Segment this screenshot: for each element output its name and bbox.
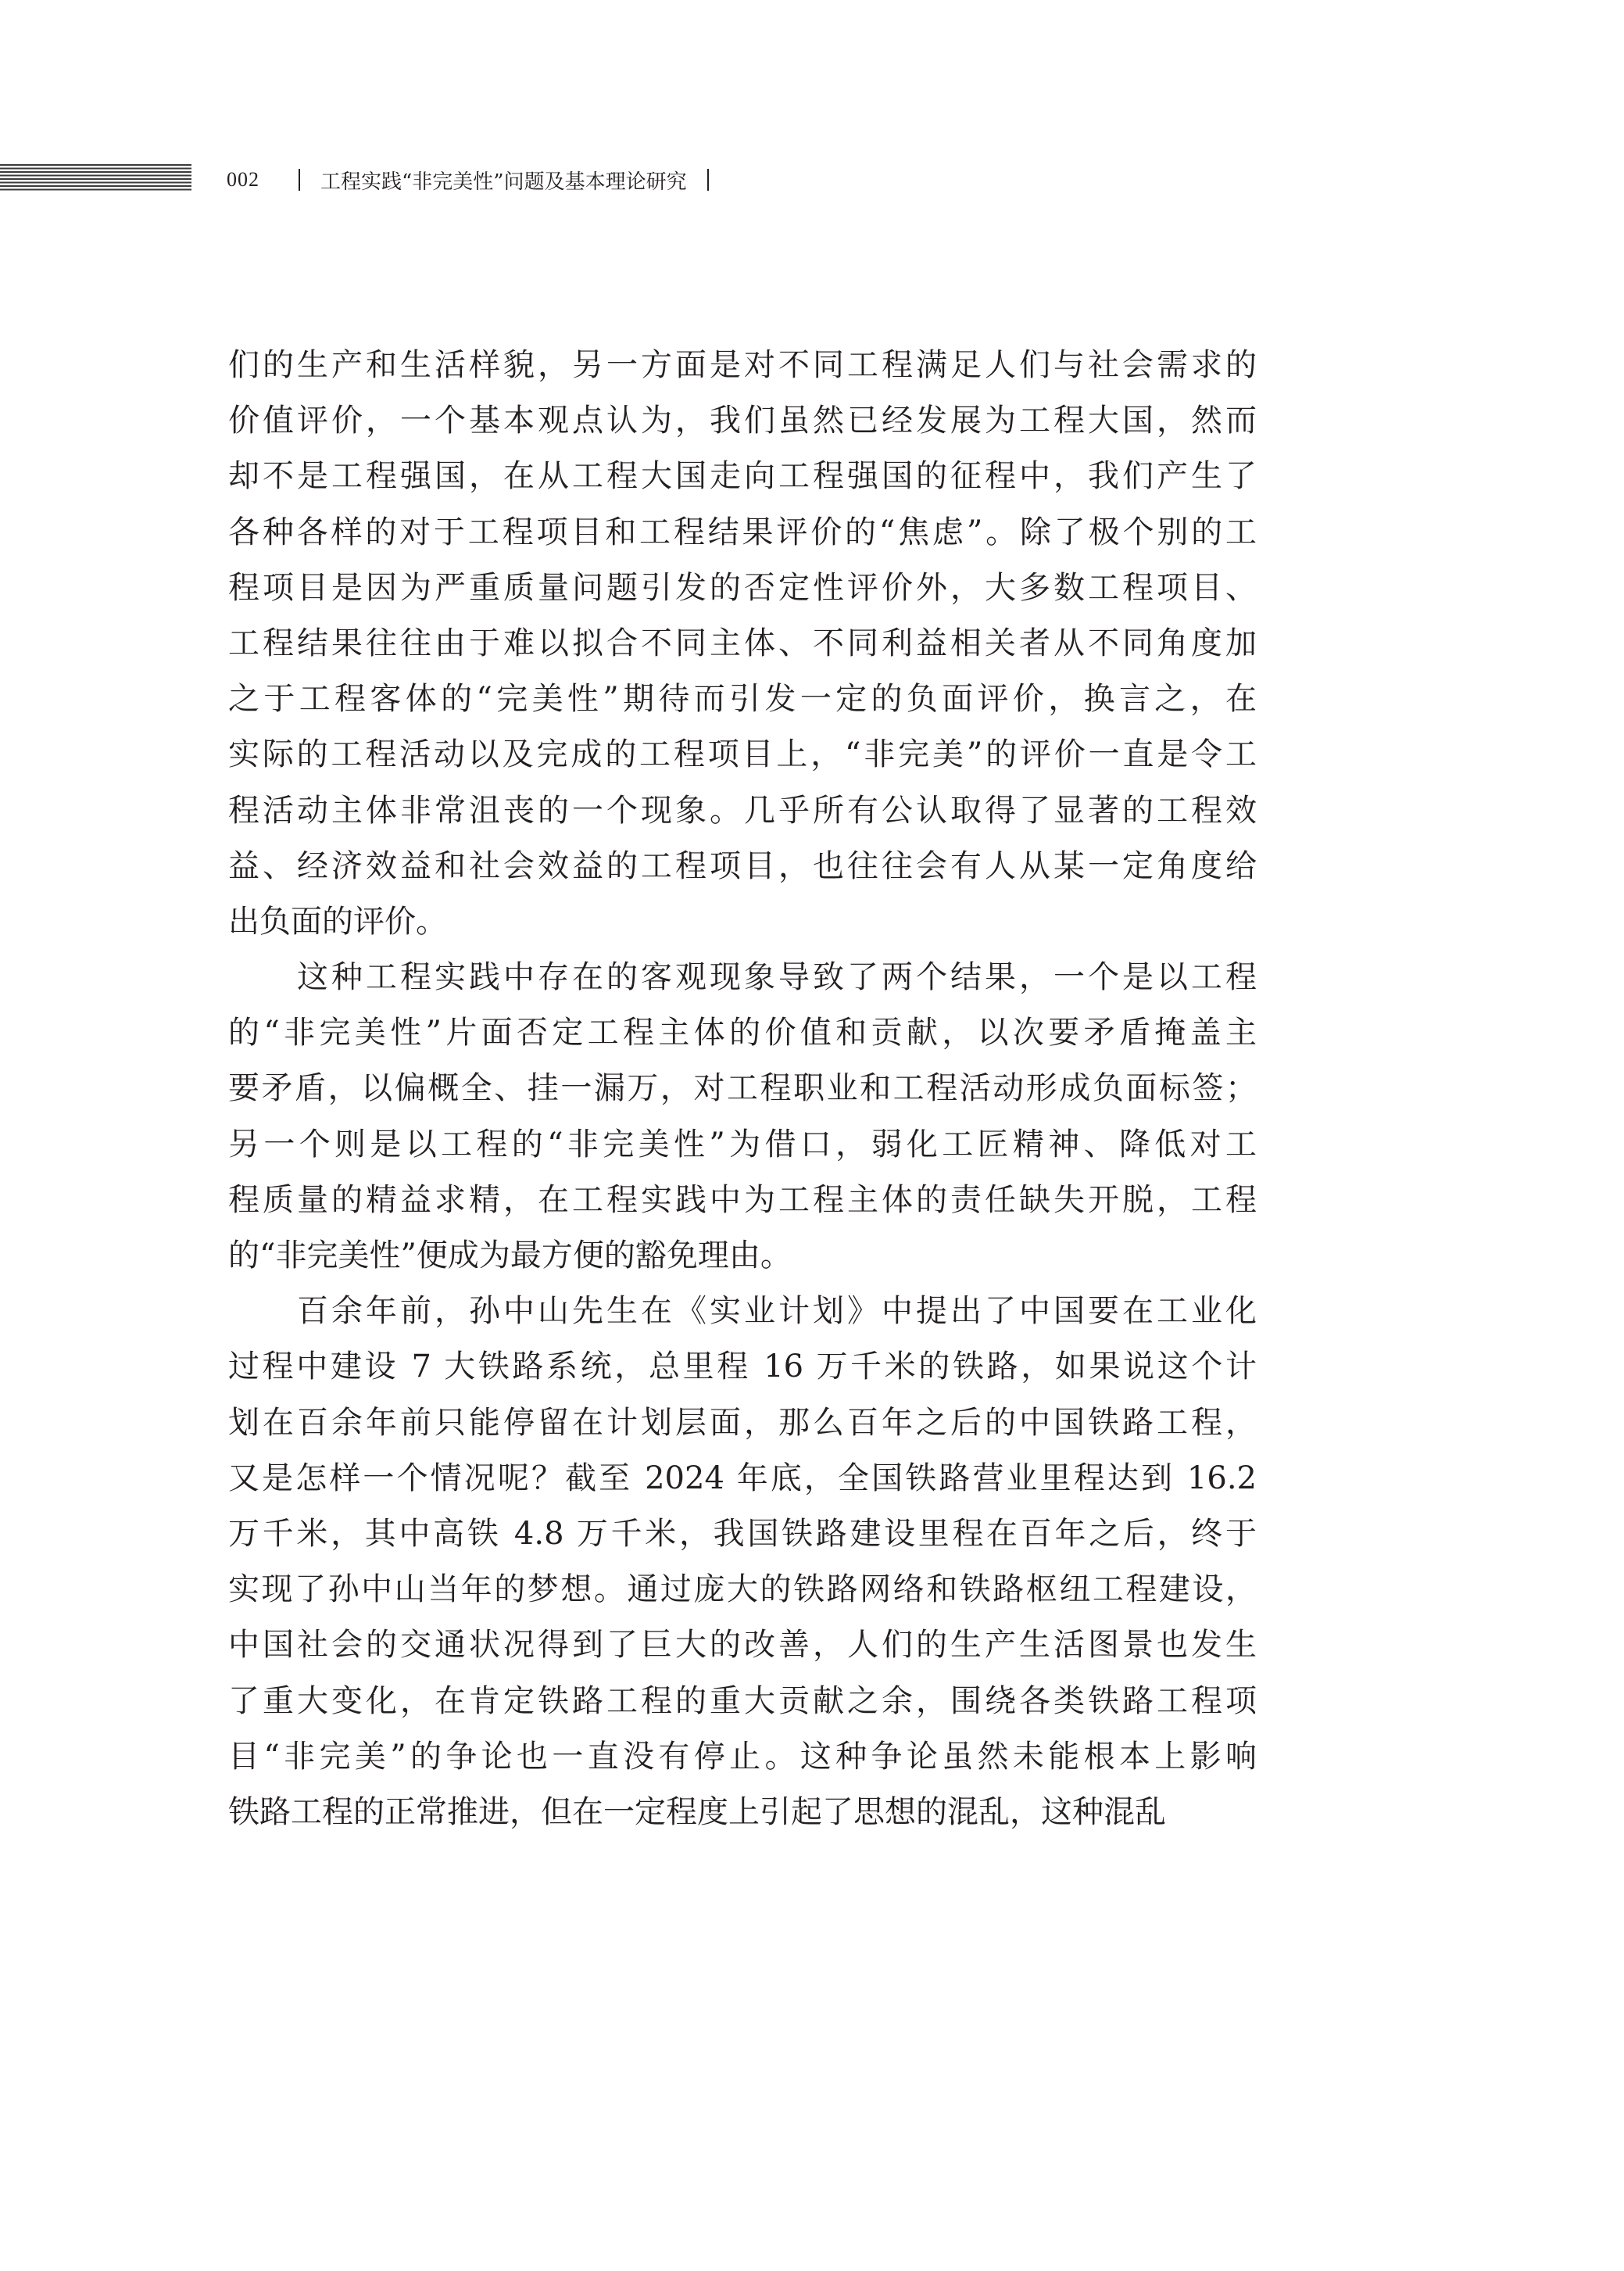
text-line: 目“非完美”的争论也一直没有停止。这种争论虽然未能根本上影响 xyxy=(228,1738,1257,1775)
text-line: 又是怎样一个情况呢？截至 2024 年底，全国铁路营业里程达到 16.2 xyxy=(228,1460,1257,1496)
text-line: 要矛盾，以偏概全、挂一漏万，对工程职业和工程活动形成负面标签； xyxy=(228,1070,1257,1107)
text-line: 中国社会的交通状况得到了巨大的改善，人们的生产生活图景也发生 xyxy=(228,1627,1257,1664)
text-line: 各种各样的对于工程项目和工程结果评价的“焦虑”。除了极个别的工 xyxy=(228,514,1257,550)
header-decorative-rule xyxy=(0,164,191,192)
paragraph xyxy=(228,1284,1257,1840)
text-line: 划在百余年前只能停留在计划层面，那么百年之后的中国铁路工程， xyxy=(228,1404,1257,1441)
text-line: 过程中建设 7 大铁路系统，总里程 16 万千米的铁路，如果说这个计 xyxy=(228,1349,1257,1385)
header-separator xyxy=(299,169,300,191)
text-line: 另一个则是以工程的“非完美性”为借口，弱化工匠精神、降低对工 xyxy=(228,1126,1257,1162)
text-line: 们的生产和生活样貌，另一方面是对不同工程满足人们与社会需求的 xyxy=(228,347,1257,383)
body-text xyxy=(228,338,1257,1840)
text-line: 万千米，其中高铁 4.8 万千米，我国铁路建设里程在百年之后，终于 xyxy=(228,1515,1257,1552)
page-number: 002 xyxy=(227,168,259,191)
text-line: 这种工程实践中存在的客观现象导致了两个结果，一个是以工程 xyxy=(297,959,1257,996)
text-line: 价值评价，一个基本观点认为，我们虽然已经发展为工程大国，然而 xyxy=(228,403,1257,439)
text-line: 却不是工程强国，在从工程大国走向工程强国的征程中，我们产生了 xyxy=(228,458,1257,495)
text-line: 铁路工程的正常推进，但在一定程度上引起了思想的混乱，这种混乱 xyxy=(228,1793,1166,1830)
text-line: 的“非完美性”片面否定工程主体的价值和贡献，以次要矛盾掩盖主 xyxy=(228,1015,1257,1051)
text-line: 出负面的评价。 xyxy=(228,903,447,940)
book-title: 工程实践“非完美性”问题及基本理论研究 xyxy=(320,170,687,194)
running-header xyxy=(227,163,709,197)
paragraph xyxy=(228,950,1257,1284)
text-line: 实现了孙中山当年的梦想。通过庞大的铁路网络和铁路枢纽工程建设， xyxy=(228,1571,1257,1608)
header-separator xyxy=(707,169,709,191)
text-line: 程项目是因为严重质量问题引发的否定性评价外，大多数工程项目、 xyxy=(228,569,1257,606)
text-line: 之于工程客体的“完美性”期待而引发一定的负面评价，换言之，在 xyxy=(228,681,1257,718)
text-line: 益、经济效益和社会效益的工程项目，也往往会有人从某一定角度给 xyxy=(228,847,1257,884)
text-line: 实际的工程活动以及完成的工程项目上，“非完美”的评价一直是令工 xyxy=(228,736,1257,773)
paragraph xyxy=(228,338,1257,950)
text-line: 工程结果往往由于难以拟合不同主体、不同利益相关者从不同角度加 xyxy=(228,625,1257,661)
text-line: 的“非完美性”便成为最方便的豁免理由。 xyxy=(228,1238,792,1273)
text-line: 程活动主体非常沮丧的一个现象。几乎所有公认取得了显著的工程效 xyxy=(228,792,1257,829)
text-line: 百余年前，孙中山先生在《实业计划》中提出了中国要在工业化 xyxy=(297,1293,1257,1330)
text-line: 了重大变化，在肯定铁路工程的重大贡献之余，围绕各类铁路工程项 xyxy=(228,1682,1257,1719)
text-line: 程质量的精益求精，在工程实践中为工程主体的责任缺失开脱，工程 xyxy=(228,1181,1257,1218)
